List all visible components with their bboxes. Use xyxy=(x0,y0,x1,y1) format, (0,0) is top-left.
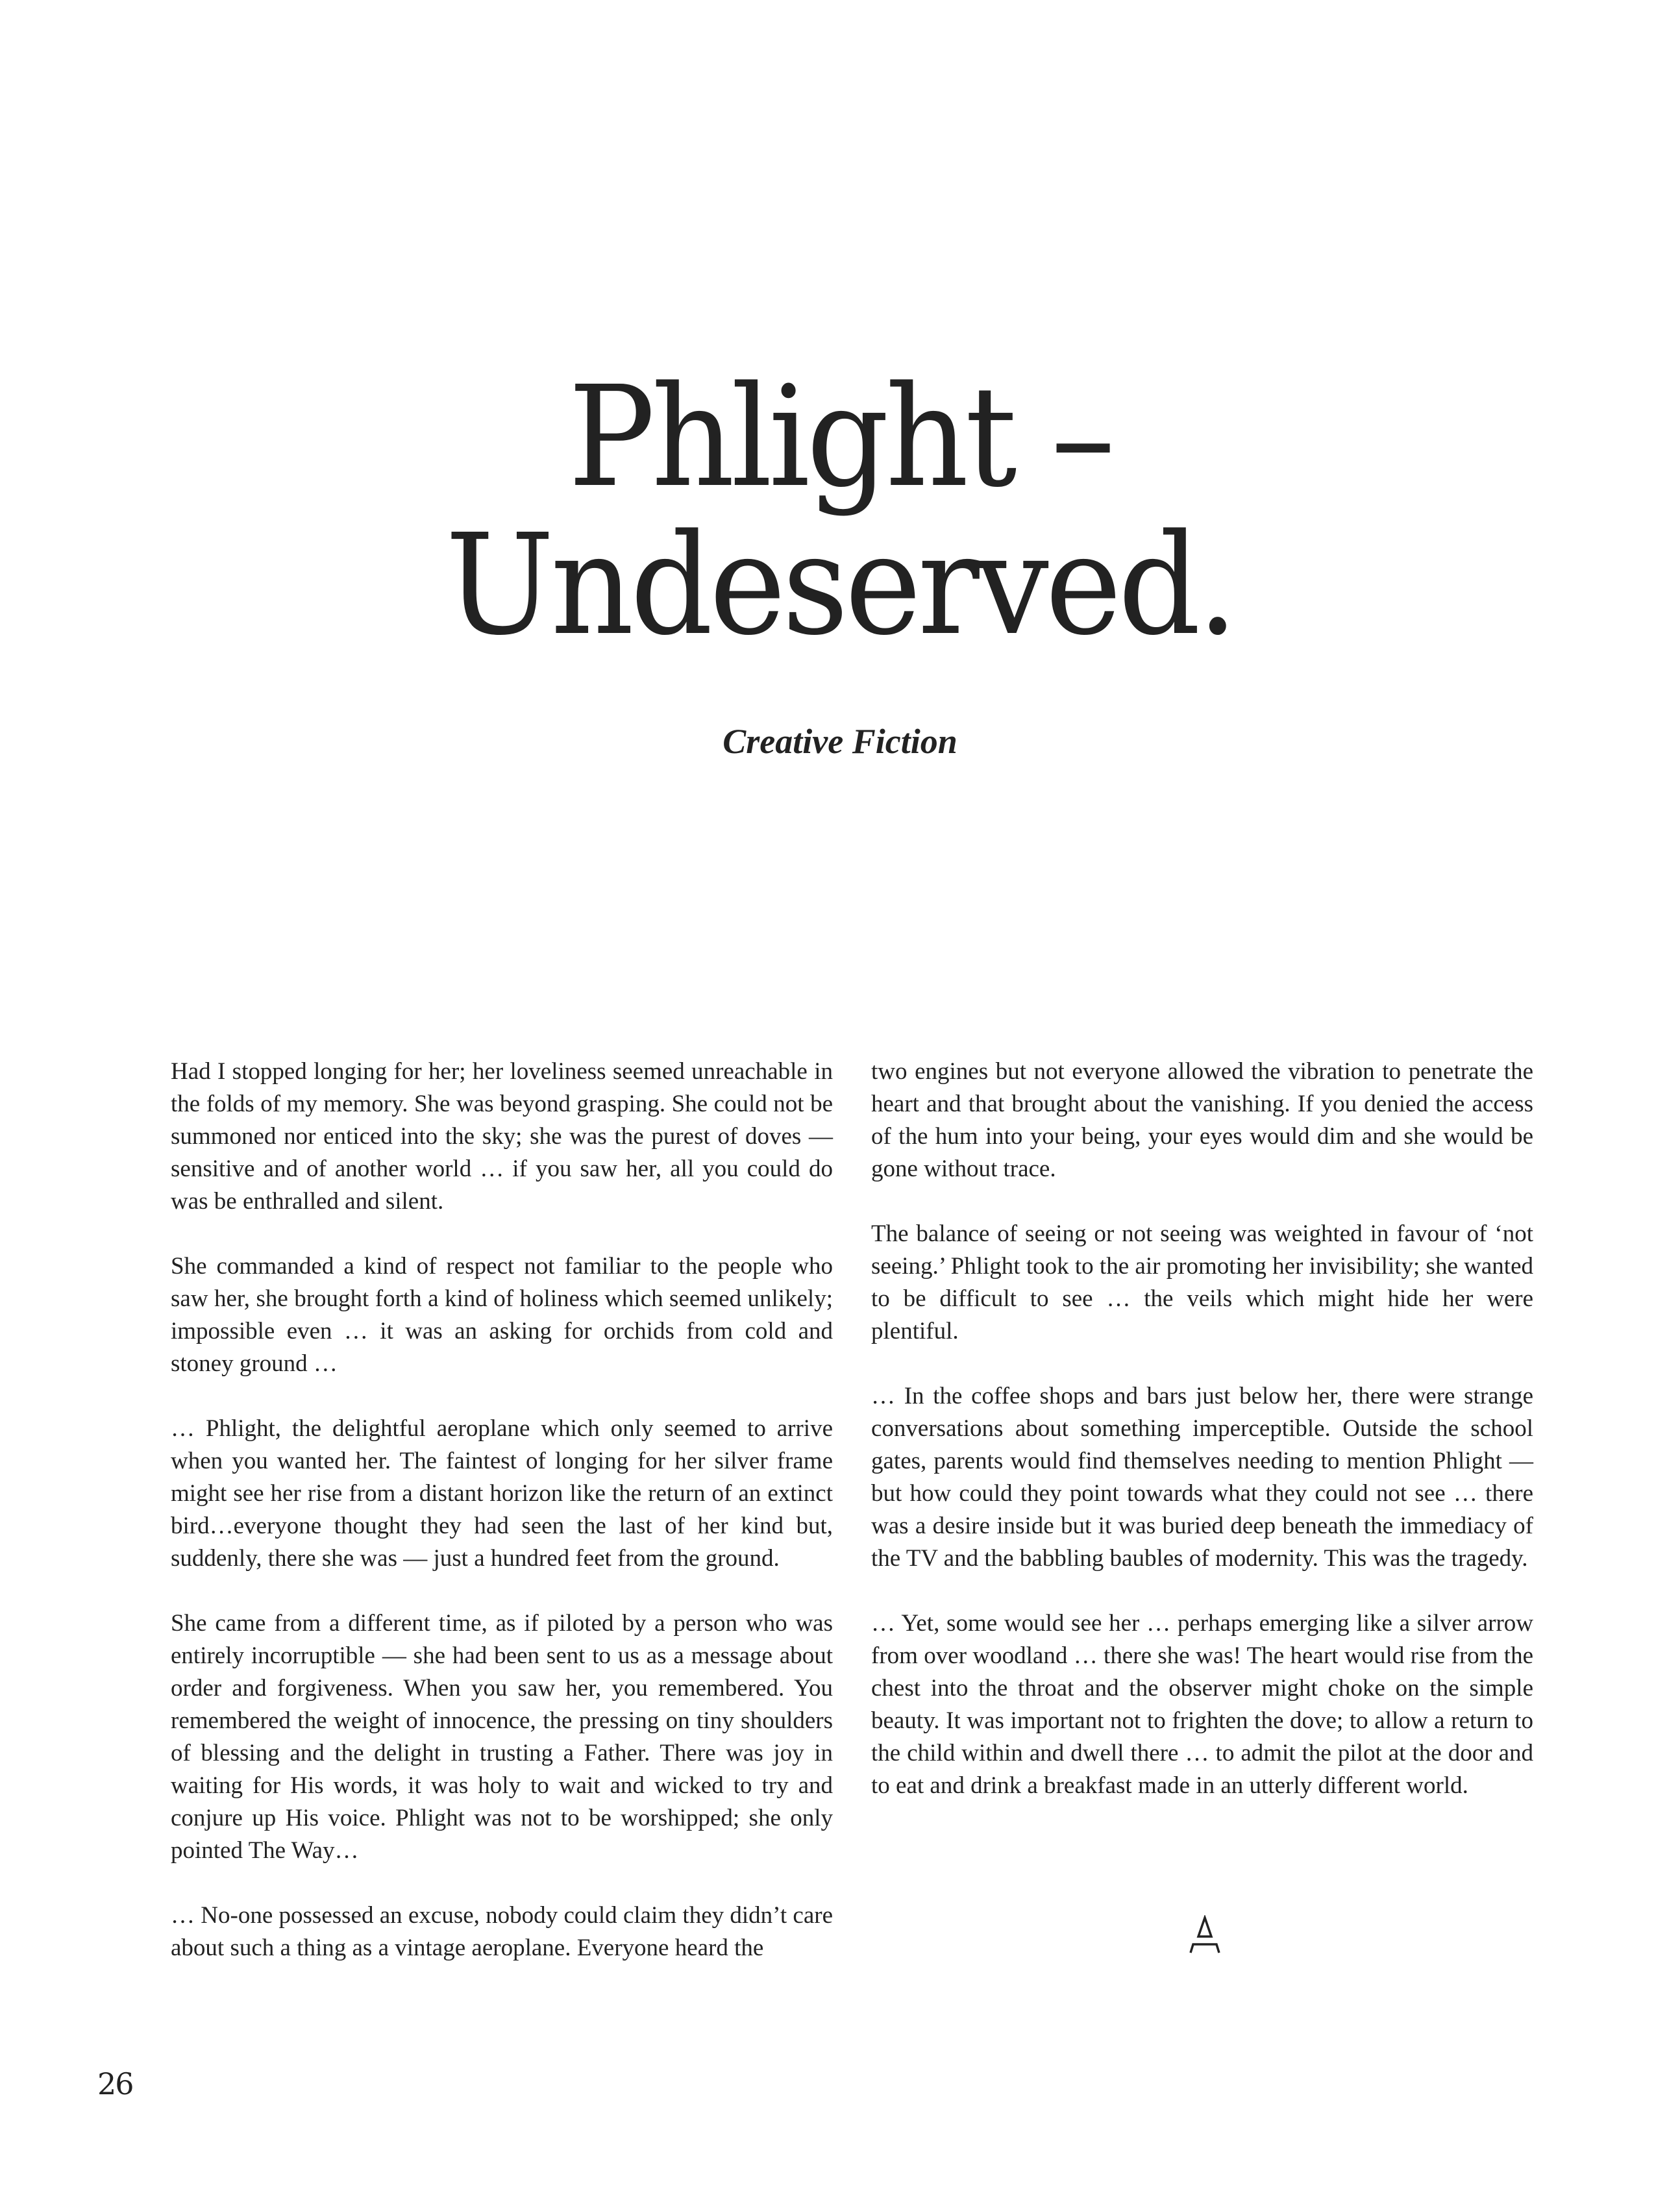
paragraph: … Yet, some would see her … perhaps emerging like a silver arrow from over woodland … there she was! The heart would rise from the chest into the throat and the observer might choke on the simple beauty. It was important not to frighten the dove; to allow a return to the child within and dwell there … to admit the pilot at the door and to eat and drink a breakfast made in an utterly different world. xyxy=(871,1610,1533,1799)
body-column-right xyxy=(871,1056,1533,1802)
article-title xyxy=(0,356,1680,666)
triangle-end-mark-icon xyxy=(1185,1915,1224,1961)
body-column-left xyxy=(171,1056,833,1964)
page-number: 26 xyxy=(97,2066,133,2101)
title-line-1: Phlight – xyxy=(568,356,1112,518)
title-line-2: Undeserved. xyxy=(445,504,1235,666)
paragraph: … In the coffee shops and bars just below her, there were strange conversations about something imperceptible. Outside the school gates, parents would find themselves needing to mention Phlight — but how could they point towards what they could not see … there was a desire inside but it was buried deep beneath the immediacy of the TV and the babbling baubles of modernity. This was the tragedy. xyxy=(871,1383,1533,1572)
article-category: Creative Fiction xyxy=(723,722,957,761)
paragraph: She came from a different time, as if piloted by a person who was entirely incorruptible — she had been sent to us as a message about order and forgiveness. When you saw her, you remembered. You remembered the weight of innocence, the pressing on tiny shoulders of blessing and the delight in trusting a Father. There was joy in waiting for His words, it was holy to wait and wicked to try and conjure up His voice. Phlight was not to be worshipped; she only pointed The Way… xyxy=(171,1610,833,1864)
paragraph: … No-one possessed an excuse, nobody could claim they didn’t care about such a thing as a vintage aeroplane. Everyone heard the xyxy=(171,1902,833,1961)
paragraph: … Phlight, the delightful aeroplane which only seemed to arrive when you wanted her. The faintest of longing for her silver frame might see her rise from a distant horizon like the return of an extinct bird…everyone thought they had seen the last of her kind but, suddenly, there she was — just a hundred feet from the ground. xyxy=(171,1415,833,1572)
paragraph: Had I stopped longing for her; her loveliness seemed unreachable in the folds of my memory. She was beyond grasping. She could not be summoned nor enticed into the sky; she was the purest of doves — sensitive and of another world … if you saw her, all you could do was be enthralled and silent. xyxy=(171,1058,833,1215)
paragraph: The balance of seeing or not seeing was weighted in favour of ‘not seeing.’ Phlight took to the air promoting her invisibility; she wanted to be difficult to see … the veils which might hide her were plentiful. xyxy=(871,1220,1533,1344)
paragraph: She commanded a kind of respect not familiar to the people who saw her, she brought forth a kind of holiness which seemed unlikely; impossible even … it was an asking for orchids from cold and stoney ground … xyxy=(171,1253,833,1377)
paragraph: two engines but not everyone allowed the vibration to penetrate the heart and that brought about the vanishing. If you denied the access of the hum into your being, your eyes would dim and she would be gone without trace. xyxy=(871,1058,1533,1182)
